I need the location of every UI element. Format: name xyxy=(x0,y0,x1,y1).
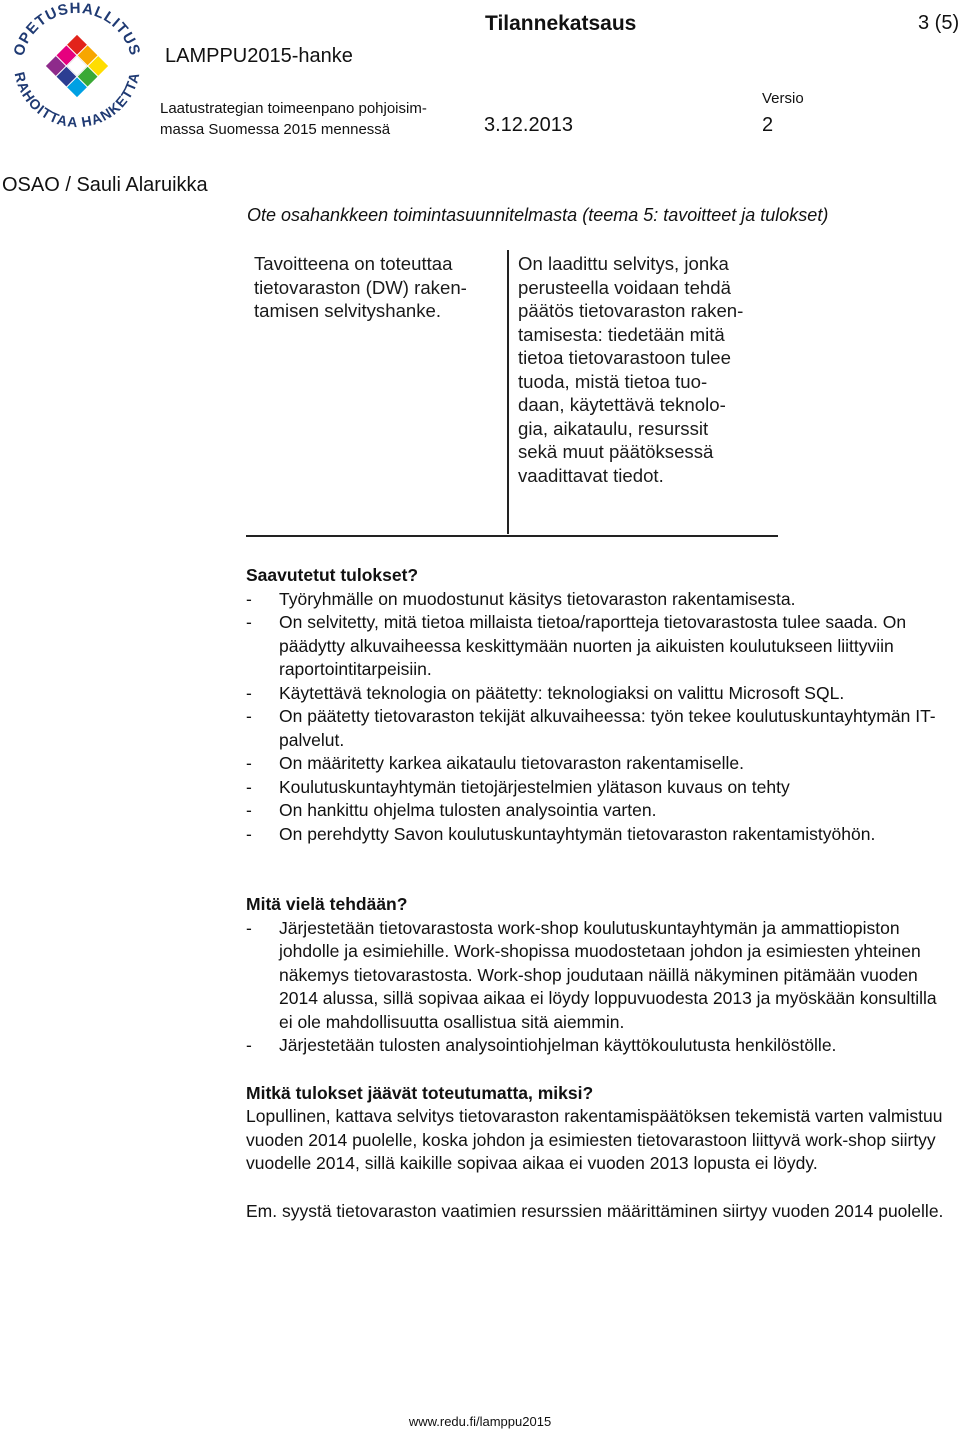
list-item xyxy=(246,705,951,752)
scan-bottom-rule xyxy=(246,535,778,537)
scan-line: tietoa tietovarastoon tulee xyxy=(518,347,731,368)
achieved-list xyxy=(246,588,951,847)
scan-line: sekä muut päätöksessä xyxy=(518,441,714,462)
list-item-text: On määritetty karkea aikataulu tietovaraston rakentamiselle. xyxy=(279,753,744,773)
scanned-plan-excerpt xyxy=(246,248,778,540)
dash-bullet: - xyxy=(246,917,252,938)
list-item xyxy=(246,611,951,682)
svg-text:RAHOITTAA HANKETTA: RAHOITTAA HANKETTA xyxy=(11,70,143,131)
dash-bullet: - xyxy=(246,682,252,703)
dash-bullet: - xyxy=(246,823,252,844)
dash-bullet: - xyxy=(246,1035,252,1055)
scan-line: perusteella voidaan tehdä xyxy=(518,276,731,298)
project-subtitle xyxy=(160,98,427,140)
achieved-heading: Saavutetut tulokset? xyxy=(246,565,419,585)
scan-line: tietovaraston (DW) raken- xyxy=(254,276,467,298)
dash-bullet: - xyxy=(246,800,252,820)
document-date: 3.12.2013 xyxy=(484,114,573,136)
list-item-text: Järjestetään tulosten analysointiohjelman käyttökoulutusta henkilöstölle. xyxy=(279,1035,837,1055)
list-item xyxy=(246,682,951,706)
list-item xyxy=(246,823,951,847)
scan-line: daan, käytettävä teknolo- xyxy=(518,394,726,415)
list-item xyxy=(246,1034,951,1058)
scan-line: tuoda, mistä tietoa tuo- xyxy=(518,370,708,392)
dash-bullet: - xyxy=(246,588,252,609)
dash-bullet: - xyxy=(246,753,252,773)
scan-line: gia, aikataulu, resurssit xyxy=(518,417,709,439)
project-subtitle-line2: massa Suomessa 2015 mennessä xyxy=(160,121,391,138)
dash-bullet: - xyxy=(246,776,252,797)
version-number: 2 xyxy=(762,114,774,136)
todo-heading: Mitä vielä tehdään? xyxy=(246,894,408,914)
list-item xyxy=(246,588,951,612)
scan-column-divider xyxy=(507,250,509,534)
list-item-text: On perehdytty Savon koulutuskuntayhtymän tietovaraston rakentamistyöhön. xyxy=(279,823,876,844)
scan-line: tamisen selvityshanke. xyxy=(254,300,442,321)
project-name: LAMPPU2015-hanke xyxy=(165,45,353,67)
list-item xyxy=(246,917,951,1035)
dash-bullet: - xyxy=(246,706,252,726)
dash-bullet: - xyxy=(246,612,252,632)
list-item xyxy=(246,776,951,800)
unrealized-heading: Mitkä tulokset jäävät toteutumatta, miksi? xyxy=(246,1082,594,1103)
list-item-text: On selvitetty, mitä tietoa millaista tietoa/raportteja tietovarastosta tulee saada. On päädytty alkuvaiheessa keskittymään nuorten ja aikuisten koulutukseen liittyviin raportointitarpeisiin. xyxy=(279,612,907,679)
scan-line: On laadittu selvitys, jonka xyxy=(518,253,729,274)
page-number: 3 (5) xyxy=(918,12,960,34)
list-item xyxy=(246,752,951,776)
scan-line: tamisesta: tiedetään mitä xyxy=(518,323,725,345)
unrealized-paragraph: Lopullinen, kattava selvitys tietovaraston rakentamispäätöksen tekemistä varten valmistuu vuoden 2014 puolelle, koska johdon ja esimiesten tietovarastoon liittyvä work-shop siirtyy vuodelle 2014, sillä kaikille sopivaa aikaa ei vuoden 2013 lopusta ei löydy. xyxy=(246,1106,943,1173)
svg-text:OPETUSHALLITUS: OPETUSHALLITUS xyxy=(10,2,144,58)
scan-goal-text xyxy=(254,252,502,323)
scan-line: Tavoitteena on toteuttaa xyxy=(254,253,453,274)
list-item-text: Järjestetään tietovarastosta work-shop koulutuskuntayhtymän ja ammattiopiston johdolle ja esimiehille. Work-shopissa muodostetaan johdon ja esimiesten yhteinen näkemys tietovarastosta. Work-shop joudutaan näillä näkyminen pitämään vuoden 2014 alussa, sillä sopivaa aikaa ei löydy loppuvuodesta 2013 ja myöskään konsultilla ei ole mahdollisuutta osallistua sitä aiemmin. xyxy=(279,917,937,1032)
todo-list xyxy=(246,917,951,1058)
project-subtitle-line1: Laatustrategian toimeenpano pohjoisim- xyxy=(160,100,427,117)
list-item xyxy=(246,799,951,823)
scan-line: päätös tietovaraston raken- xyxy=(518,300,744,321)
footer-url: www.redu.fi/lamppu2015 xyxy=(408,1414,552,1429)
scan-line: vaadittavat tiedot. xyxy=(518,464,664,486)
version-label: Versio xyxy=(762,90,804,107)
section-title: OSAO / Sauli Alaruikka xyxy=(2,174,208,196)
list-item-text: On hankittu ohjelma tulosten analysointia varten. xyxy=(279,800,657,820)
list-item-text: On päätetty tietovaraston tekijät alkuvaiheessa: työn tekee koulutuskuntayhtymän IT-palvelut. xyxy=(279,706,936,750)
report-body xyxy=(246,564,951,1223)
document-title: Tilannekatsaus xyxy=(485,12,637,35)
list-item-text: Käytettävä teknologia on päätetty: teknologiaksi on valittu Microsoft SQL. xyxy=(279,682,845,703)
opetushallitus-logo xyxy=(6,2,148,134)
resources-paragraph: Em. syystä tietovaraston vaatimien resurssien määrittäminen siirtyy vuoden 2014 puolelle. xyxy=(246,1200,944,1221)
scan-result-text xyxy=(518,252,774,487)
list-item-text: Työryhmälle on muodostunut käsitys tietovaraston rakentamisesta. xyxy=(279,588,796,609)
excerpt-caption: Ote osahankkeen toimintasuunnitelmasta (teema 5: tavoitteet ja tulokset) xyxy=(247,205,829,225)
list-item-text: Koulutuskuntayhtymän tietojärjestelmien ylätason kuvaus on tehty xyxy=(279,776,790,797)
